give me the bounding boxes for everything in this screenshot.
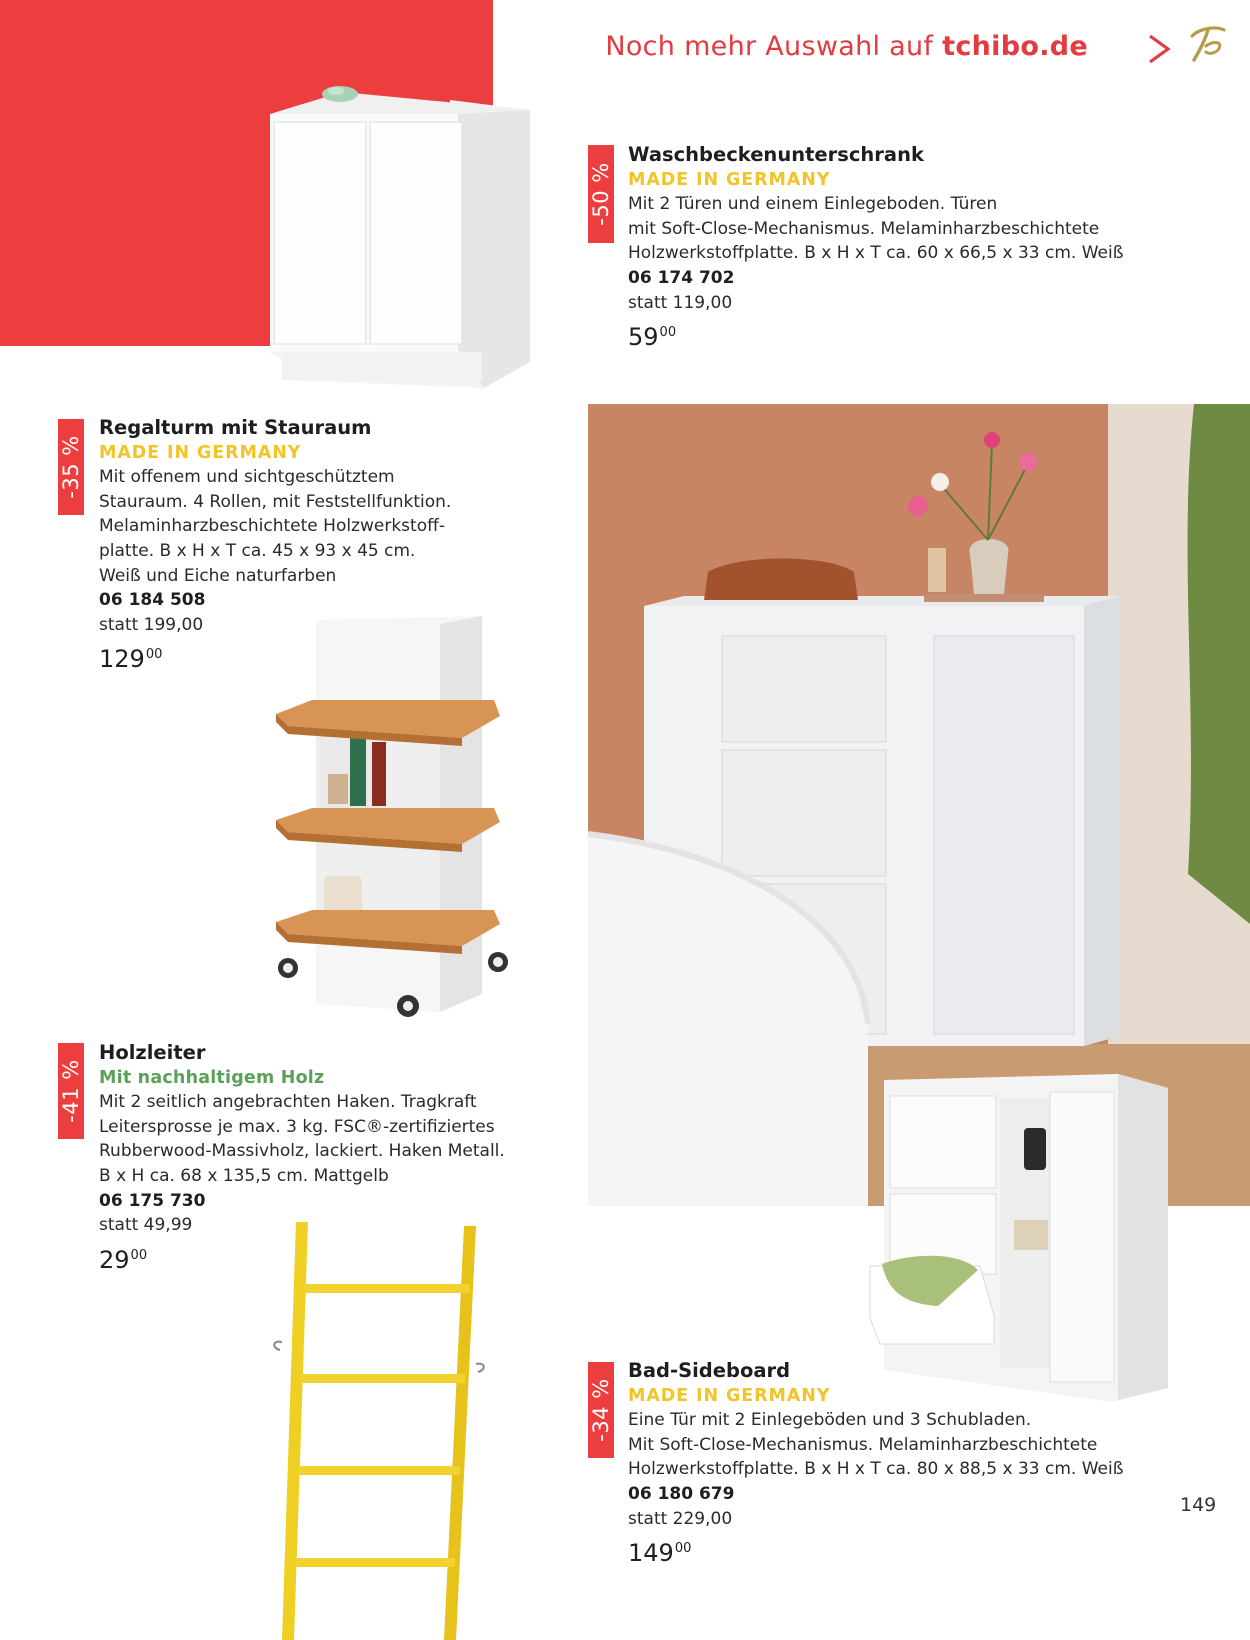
price: $149^{00}$ xyxy=(628,1539,692,1568)
old-price: statt 49,99 xyxy=(99,1215,193,1236)
product-desc-line: Mit 2 Türen und einem Einlegeboden. Türen xyxy=(628,194,998,215)
discount-badge-sink-cabinet: -50 % xyxy=(588,145,614,243)
product-title: Waschbeckenunterschrank xyxy=(628,143,924,166)
article-number: 06 174 702 xyxy=(628,267,735,288)
bath-sideboard-image xyxy=(868,1070,1172,1402)
chevron-right-icon[interactable] xyxy=(1146,34,1172,64)
sink-cabinet-image xyxy=(262,82,536,392)
discount-badge-shelf-tower: -35 % xyxy=(58,419,84,515)
discount-badge-wooden-ladder: -41 % xyxy=(58,1043,84,1139)
price: $29^{00}$ xyxy=(99,1245,148,1274)
article-number: 06 180 679 xyxy=(628,1483,735,1504)
page-number: 149 xyxy=(1180,1494,1217,1516)
product-desc-line: Stauraum. 4 Rollen, mit Feststellfunktion. xyxy=(99,491,452,512)
product-desc-line: mit Soft-Close-Mechanismus. Melaminharzbeschichtete xyxy=(628,218,1100,239)
product-desc-line: Mit 2 seitlich angebrachten Haken. Tragkraft xyxy=(99,1092,477,1113)
price: $59^{00}$ xyxy=(628,323,677,352)
product-desc-line: Weiß und Eiche naturfarben xyxy=(99,565,337,586)
old-price: statt 229,00 xyxy=(628,1508,733,1529)
product-desc-line: Holzwerkstoffplatte. B x H x T ca. 60 x 66,5 x 33 cm. Weiß xyxy=(628,243,1124,264)
article-number: 06 184 508 xyxy=(99,590,206,611)
old-price: statt 199,00 xyxy=(99,614,204,635)
product-tag: MADE IN GERMANY xyxy=(628,169,831,190)
product-desc-line: Mit offenem und sichtgeschütztem xyxy=(99,467,395,488)
product-title: Bad-Sideboard xyxy=(628,1359,791,1382)
product-sink-cabinet xyxy=(628,143,1148,350)
header-site: tchibo.de xyxy=(942,31,1088,62)
shelf-tower-image xyxy=(268,614,528,1024)
product-desc-line: Melaminharzbeschichtete Holzwerkstoff- xyxy=(99,516,445,537)
product-desc-line: Rubberwood-Massivholz, lackiert. Haken Metall. xyxy=(99,1141,505,1162)
product-tag: Mit nachhaltigem Holz xyxy=(99,1067,325,1088)
product-desc-line: Leitersprosse je max. 3 kg. FSC®-zertifiziertes xyxy=(99,1116,495,1137)
product-bath-sideboard xyxy=(628,1359,1148,1566)
discount-badge-bath-sideboard: -34 % xyxy=(588,1362,614,1458)
product-title: Holzleiter xyxy=(99,1041,206,1064)
product-desc-line: platte. B x H x T ca. 45 x 93 x 45 cm. xyxy=(99,540,416,561)
product-tag: MADE IN GERMANY xyxy=(628,1385,831,1406)
header-link[interactable] xyxy=(605,31,1088,62)
yellow-ladder-image xyxy=(268,1222,498,1640)
product-tag: MADE IN GERMANY xyxy=(99,442,302,463)
product-desc-line: B x H ca. 68 x 135,5 cm. Mattgelb xyxy=(99,1165,389,1186)
article-number: 06 175 730 xyxy=(99,1190,206,1211)
header-prefix: Noch mehr Auswahl auf xyxy=(605,31,934,62)
product-title: Regalturm mit Stauraum xyxy=(99,416,372,439)
old-price: statt 119,00 xyxy=(628,292,733,313)
tchibo-logo-icon xyxy=(1186,22,1228,64)
product-desc-line: Mit Soft-Close-Mechanismus. Melaminharzbeschichtete xyxy=(628,1434,1098,1455)
product-desc-line: Eine Tür mit 2 Einlegeböden und 3 Schubladen. xyxy=(628,1410,1032,1431)
product-desc-line: Holzwerkstoffplatte. B x H x T ca. 80 x 88,5 x 33 cm. Weiß xyxy=(628,1459,1124,1480)
price: $129^{00}$ xyxy=(99,645,163,674)
